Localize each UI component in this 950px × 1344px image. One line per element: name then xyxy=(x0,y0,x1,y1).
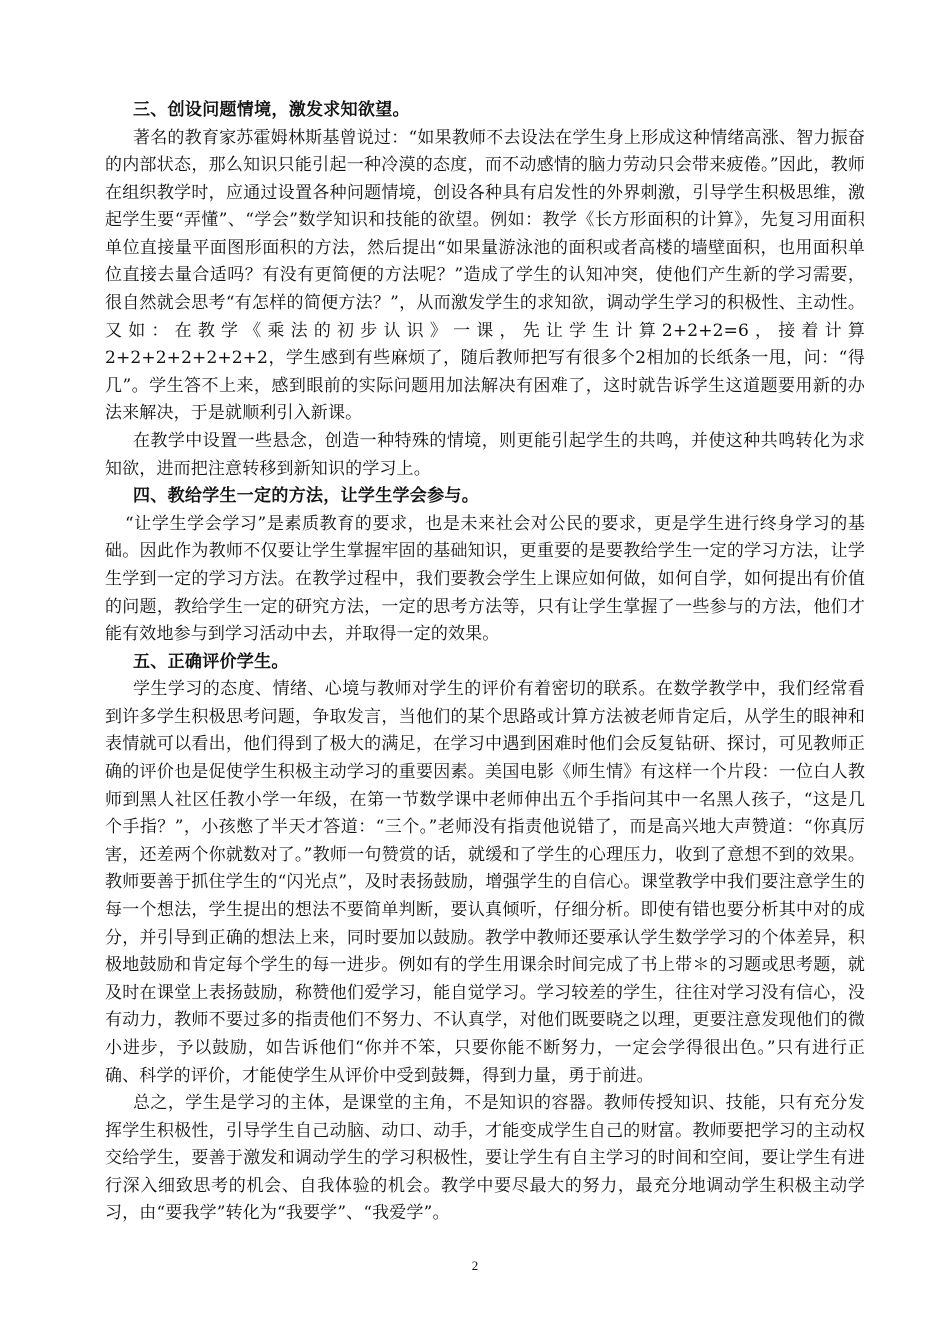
section-4-paragraph-1: “让学生学会学习”是素质教育的要求，也是未来社会对公民的要求，更是学生进行终身学习的基础。因此作为教师不仅要让学生掌握牢固的基础知识，更重要的是要教给学生一定的学习方法，让学生学到一定的学习方法。在教学过程中，我们要教会学生上课应如何做，如何自学，如何提出有价值的问题，教给学生一定的研究方法，一定的思考方法等，只有让学生掌握了一些参与的方法，他们才能有效地参与到学习活动中去，并取得一定的效果。 xyxy=(105,513,865,645)
section-3-paragraph-2: 在教学中设置一些悬念，创造一种特殊的情境，则更能引起学生的共鸣，并使这种共鸣转化为求知欲，进而把注意转移到新知识的学习上。 xyxy=(105,431,865,479)
section-5-paragraph-1: 学生学习的态度、情绪、心境与教师对学生的评价有着密切的联系。在数学教学中，我们经常看到许多学生积极思考问题，争取发言，当他们的某个思路或计算方法被老师肯定后，从学生的眼神和表情就可以看出，他们得到了极大的满足，在学习中遇到困难时他们会反复钻研、探讨，可见教师正确的评价也是促使学生积极主动学习的重要因素。美国电影《师生情》有这样一个片段：一位白人教师到黑人社区任教小学一年级，在第一节数学课中老师伸出五个手指问其中一名黑人孩子，“这是几个手指？”，小孩憋了半天才答道：“三个。”老师没有指责他说错了，而是高兴地大声赞道：“你真厉害，还差两个你就数对了。”教师一句赞赏的话，就缓和了学生的心理压力，收到了意想不到的效果。教师要善于抓住学生的“闪光点”，及时表扬鼓励，增强学生的自信心。课堂教学中我们要注意学生的每一个想法，学生提出的想法不要简单判断，要认真倾听，仔细分析。即使有错也要分析其中对的成分，并引导到正确的想法上来，同时要加以鼓励。教学中教师还要承认学生数学学习的个体差异，积极地鼓励和肯定每个学生的每一进步。例如有的学生用课余时间完成了书上带＊的习题或思考题，就及时在课堂上表扬鼓励，称赞他们爱学习，能自觉学习。学习较差的学生，往往对学习没有信心，没有动力，教师不要过多的指责他们不努力、不认真学，对他们既要晓之以理，更要注意发现他们的微小进步，予以鼓励，如告诉他们“你并不笨，只要你能不断努力，一定会学得很出色。”只有进行正确、科学的评价，才能使学生从评价中受到鼓舞，得到力量，勇于前进。 xyxy=(105,679,865,1086)
section-4-heading: 四、教给学生一定的方法，让学生学会参与。 xyxy=(133,486,479,507)
section-5-paragraph-2: 总之，学生是学习的主体，是课堂的主角，不是知识的容器。教师传授知识、技能，只有充分发挥学生积极性，引导学生自己动脑、动口、动手，才能变成学生自己的财富。教师要把学习的主动权交给学生，要善于激发和调动学生的学习积极性，要让学生有自主学习的时间和空间，要让学生有进行深入细致思考的机会、自我体验的机会。教学中要尽最大的努力，最充分地调动学生积极主动学习，由“要我学”转化为“我要学”、“我爱学”。 xyxy=(105,1093,865,1224)
page-number: 2 xyxy=(471,1258,479,1273)
section-5-heading: 五、正确评价学生。 xyxy=(133,651,289,672)
section-3-paragraph-1: 著名的教育家苏霍姆林斯基曾说过：“如果教师不去设法在学生身上形成这种情绪高涨、智力振奋的内部状态，那么知识只能引起一种冷漠的态度，而不动感情的脑力劳动只会带来疲倦。”因此，教师在组织教学时，应通过设置各种问题情境，创设各种具有启发性的外界刺激，引导学生积极思维，激起学生要“弄懂”、“学会”数学知识和技能的欲望。例如：教学《长方形面积的计算》，先复习用面积单位直接量平面图形面积的方法，然后提出“如果量游泳池的面积或者高楼的墙壁面积，也用面积单位直接去量合适吗？有没有更简便的方法呢？”造成了学生的认知冲突，使他们产生新的学习需要，很自然就会思考“有怎样的简便方法？”，从而激发学生的求知欲，调动学生学习的积极性、主动性。又如：在教学《乘法的初步认识》一课，先让学生计算2+2+2=6，接着计算2+2+2+2+2+2+2，学生感到有些麻烦了，随后教师把写有很多个2相加的长纸条一甩，问：“得几”。学生答不上来，感到眼前的实际问题用加法解决有困难了，这时就告诉学生这道题要用新的办法来解决，于是就顺利引入新课。 xyxy=(105,127,865,424)
document-body xyxy=(105,97,865,1228)
section-3-heading: 三、创设问题情境，激发求知欲望。 xyxy=(133,100,410,120)
